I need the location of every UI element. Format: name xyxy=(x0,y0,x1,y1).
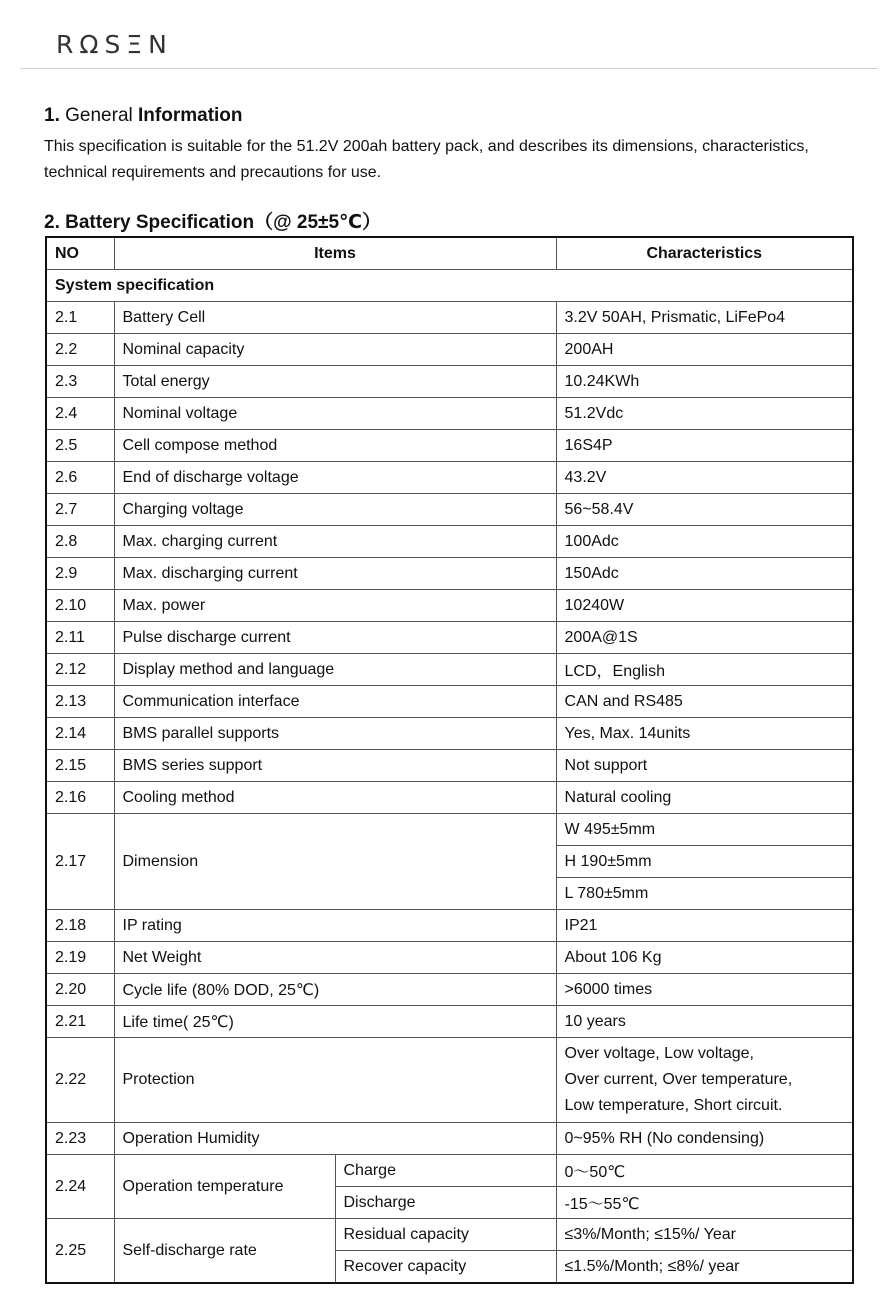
row-value: Not support xyxy=(556,750,853,782)
row-value: 10 years xyxy=(556,1006,853,1038)
section-1-number: 1. xyxy=(44,105,60,126)
row-no: 2.6 xyxy=(46,462,114,494)
row-sub-item: Residual capacity xyxy=(335,1219,556,1251)
row-value: 3.2V 50AH, Prismatic, LiFePo4 xyxy=(556,302,853,334)
row-item: Communication interface xyxy=(114,686,556,718)
table-row xyxy=(46,462,853,494)
row-value: 200AH xyxy=(556,334,853,366)
table-row xyxy=(46,1123,853,1155)
row-item: Total energy xyxy=(114,366,556,398)
row-item: Max. charging current xyxy=(114,526,556,558)
table-row xyxy=(46,686,853,718)
table-row xyxy=(46,910,853,942)
row-item: Charging voltage xyxy=(114,494,556,526)
table-row xyxy=(46,622,853,654)
row-no: 2.7 xyxy=(46,494,114,526)
row-item: Life time( 25℃) xyxy=(114,1006,556,1038)
table-row xyxy=(46,302,853,334)
row-no: 2.13 xyxy=(46,686,114,718)
table-row xyxy=(46,590,853,622)
row-item: Net Weight xyxy=(114,942,556,974)
row-no: 2.22 xyxy=(46,1038,114,1123)
row-no: 2.19 xyxy=(46,942,114,974)
row-value: L 780±5mm xyxy=(556,878,853,910)
row-value: 0～50℃ xyxy=(556,1155,853,1187)
row-item: Max. discharging current xyxy=(114,558,556,590)
header-divider xyxy=(20,68,878,69)
row-no: 2.21 xyxy=(46,1006,114,1038)
row-value: 10240W xyxy=(556,590,853,622)
row-no: 2.1 xyxy=(46,302,114,334)
table-row xyxy=(46,494,853,526)
row-value: 200A@1S xyxy=(556,622,853,654)
row-item: Operation temperature xyxy=(114,1155,335,1219)
row-value: 100Adc xyxy=(556,526,853,558)
row-item: Display method and language xyxy=(114,654,556,686)
table-row xyxy=(46,366,853,398)
row-value: 51.2Vdc xyxy=(556,398,853,430)
page-header xyxy=(0,0,892,70)
row-no: 2.5 xyxy=(46,430,114,462)
row-value: W 495±5mm xyxy=(556,814,853,846)
table-row xyxy=(46,942,853,974)
row-value: IP21 xyxy=(556,910,853,942)
table-row xyxy=(46,430,853,462)
row-value: 0~95% RH (No condensing) xyxy=(556,1123,853,1155)
row-value: About 106 Kg xyxy=(556,942,853,974)
protection-line: Low temperature, Short circuit. xyxy=(564,1097,783,1114)
section-1-title xyxy=(44,105,243,127)
row-no: 2.9 xyxy=(46,558,114,590)
protection-line: Over current, Over temperature, xyxy=(564,1071,793,1088)
row-item: Operation Humidity xyxy=(114,1123,556,1155)
row-item: Cycle life (80% DOD, 25℃) xyxy=(114,974,556,1006)
table-row xyxy=(46,398,853,430)
row-item: End of discharge voltage xyxy=(114,462,556,494)
row-no: 2.2 xyxy=(46,334,114,366)
table-row xyxy=(46,526,853,558)
row-value: H 190±5mm xyxy=(556,846,853,878)
row-no: 2.23 xyxy=(46,1123,114,1155)
row-no: 2.12 xyxy=(46,654,114,686)
row-value: >6000 times xyxy=(556,974,853,1006)
table-row xyxy=(46,1038,853,1123)
row-item: Max. power xyxy=(114,590,556,622)
header-no: NO xyxy=(46,237,114,270)
row-item: Nominal voltage xyxy=(114,398,556,430)
table-row xyxy=(46,558,853,590)
row-no: 2.15 xyxy=(46,750,114,782)
row-item: Protection xyxy=(114,1038,556,1123)
battery-spec-table xyxy=(45,236,854,1284)
row-item: Dimension xyxy=(114,814,556,910)
row-no: 2.3 xyxy=(46,366,114,398)
row-value: -15～55℃ xyxy=(556,1187,853,1219)
table-row xyxy=(46,654,853,686)
row-no: 2.18 xyxy=(46,910,114,942)
row-no: 2.20 xyxy=(46,974,114,1006)
brand-logo: RΩSΞN xyxy=(56,30,173,59)
row-value: 150Adc xyxy=(556,558,853,590)
row-item: IP rating xyxy=(114,910,556,942)
row-sub-item: Recover capacity xyxy=(335,1251,556,1284)
row-no: 2.10 xyxy=(46,590,114,622)
row-item: BMS series support xyxy=(114,750,556,782)
header-characteristics: Characteristics xyxy=(556,237,853,270)
table-row xyxy=(46,334,853,366)
row-item: Cooling method xyxy=(114,782,556,814)
row-no: 2.24 xyxy=(46,1155,114,1219)
row-value: LCD，English xyxy=(556,654,853,686)
table-row xyxy=(46,750,853,782)
row-item: Nominal capacity xyxy=(114,334,556,366)
section-1-title-bold: Information xyxy=(138,105,243,126)
row-no: 2.8 xyxy=(46,526,114,558)
row-value: 43.2V xyxy=(556,462,853,494)
row-value: CAN and RS485 xyxy=(556,686,853,718)
header-items: Items xyxy=(114,237,556,270)
row-value xyxy=(556,1038,853,1123)
row-no: 2.25 xyxy=(46,1219,114,1284)
row-item: Battery Cell xyxy=(114,302,556,334)
table-header-row xyxy=(46,237,853,270)
row-item: Cell compose method xyxy=(114,430,556,462)
row-item: BMS parallel supports xyxy=(114,718,556,750)
table-row xyxy=(46,814,853,846)
group-system-specification: System specification xyxy=(46,270,853,302)
table-row xyxy=(46,782,853,814)
row-no: 2.16 xyxy=(46,782,114,814)
row-item: Pulse discharge current xyxy=(114,622,556,654)
row-value: 16S4P xyxy=(556,430,853,462)
row-no: 2.17 xyxy=(46,814,114,910)
row-item: Self-discharge rate xyxy=(114,1219,335,1284)
row-value: 10.24KWh xyxy=(556,366,853,398)
row-sub-item: Charge xyxy=(335,1155,556,1187)
group-row xyxy=(46,270,853,302)
row-no: 2.4 xyxy=(46,398,114,430)
protection-line: Over voltage, Low voltage, xyxy=(564,1045,754,1062)
row-value: Yes, Max. 14units xyxy=(556,718,853,750)
section-1-intro: This specification is suitable for the 51.2V 200ah battery pack, and describes its dimensions, characteristics, technical requirements and precautions for use. xyxy=(44,138,809,181)
row-sub-item: Discharge xyxy=(335,1187,556,1219)
row-value: ≤3%/Month; ≤15%/ Year xyxy=(556,1219,853,1251)
row-value: 56~58.4V xyxy=(556,494,853,526)
table-row xyxy=(46,1219,853,1251)
table-row xyxy=(46,974,853,1006)
table-row xyxy=(46,718,853,750)
row-value: Natural cooling xyxy=(556,782,853,814)
row-no: 2.11 xyxy=(46,622,114,654)
row-value: ≤1.5%/Month; ≤8%/ year xyxy=(556,1251,853,1284)
table-row xyxy=(46,1006,853,1038)
table-row xyxy=(46,1155,853,1187)
row-no: 2.14 xyxy=(46,718,114,750)
section-2-title: 2. Battery Specification（@ 25±5℃） xyxy=(44,212,382,233)
section-1-title-plain: General xyxy=(65,105,133,126)
